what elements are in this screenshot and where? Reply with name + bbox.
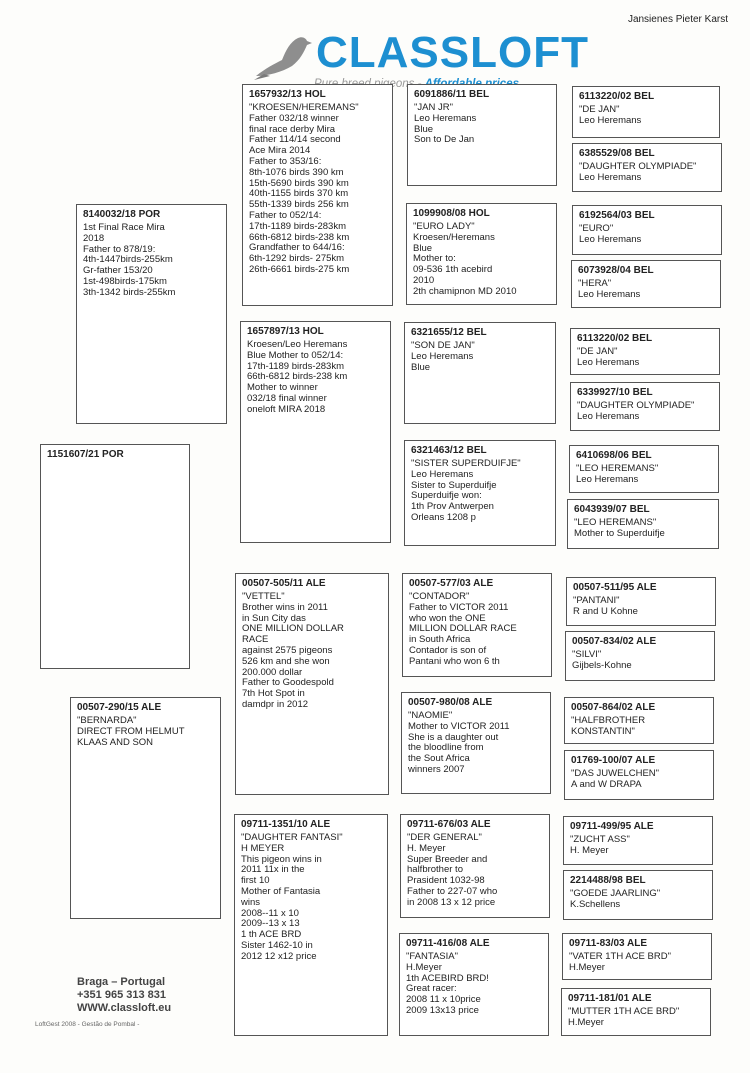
ancestor-card — [567, 499, 719, 549]
pigeon-icon — [252, 30, 314, 82]
ring-number: 6113220/02 BEL — [577, 333, 653, 344]
footer-phone: +351 965 313 831 — [77, 989, 167, 1001]
ring-number: 6321463/12 BEL — [411, 445, 487, 456]
great-grandparent-card — [402, 573, 552, 677]
pigeon-details: "CONTADOR" Father to VICTOR 2011 who won the ONE MILLION DOLLAR RACE in South Africa Contador is son of Pantani who won 6 th — [409, 591, 517, 667]
ring-number: 6073928/04 BEL — [578, 265, 654, 276]
pigeon-details: Kroesen/Leo Heremans Blue Mother to 052/14: 17th-1189 birds-283km 66th-6812 birds-238 km Mother to winner 032/18 final winner oneloft MIRA 2018 — [247, 339, 348, 415]
pigeon-details: "DE JAN" Leo Heremans — [577, 346, 640, 368]
ancestor-card — [572, 143, 722, 192]
pigeon-details: "DE JAN" Leo Heremans — [579, 104, 642, 126]
pigeon-details: "LEO HEREMANS" Leo Heremans — [576, 463, 659, 485]
ring-number: 09711-181/01 ALE — [568, 993, 652, 1004]
ancestor-card — [563, 870, 713, 920]
pigeon-details: "EURO LADY" Kroesen/Heremans Blue Mother to: 09-536 1th acebird 2010 2th chamipnon MD 2010 — [413, 221, 517, 297]
ancestor-card — [564, 697, 714, 744]
pigeon-details: "NAOMIE" Mother to VICTOR 2011 She is a daughter out the bloodline from the Sout Africa winners 2007 — [408, 710, 510, 775]
ancestor-card — [570, 382, 720, 431]
great-grandparent-card — [406, 203, 557, 305]
ring-number: 01769-100/07 ALE — [571, 755, 656, 766]
pigeon-details: "SON DE JAN" Leo Heremans Blue — [411, 340, 475, 373]
dam-card — [70, 697, 221, 919]
pigeon-details: "FANTASIA" H.Meyer 1th ACEBIRD BRD! Great racer: 2008 11 x 10price 2009 13x13 price — [406, 951, 489, 1016]
ring-number: 09711-416/08 ALE — [406, 938, 490, 949]
pigeon-details: "HALFBROTHER KONSTANTIN" — [571, 715, 646, 737]
pigeon-details: "ZUCHT ASS" H. Meyer — [570, 834, 630, 856]
ring-number: 00507-511/95 ALE — [573, 582, 657, 593]
ring-number: 1099908/08 HOL — [413, 208, 490, 219]
grandparent-card — [242, 84, 393, 306]
great-grandparent-card — [404, 322, 556, 424]
ancestor-card — [562, 933, 712, 980]
ancestor-card — [572, 86, 720, 138]
software-credit: LoftGest 2008 - Gestão de Pombal - — [35, 1021, 140, 1028]
ancestor-card — [570, 328, 720, 375]
ring-number: 8140032/18 POR — [83, 209, 161, 220]
logo-wordmark: CLASSLOFT — [316, 28, 589, 77]
footer-website[interactable]: WWW.classloft.eu — [77, 1002, 172, 1014]
ring-number: 6385529/08 BEL — [579, 148, 655, 159]
ring-number: 00507-577/03 ALE — [409, 578, 494, 589]
ring-number: 09711-499/95 ALE — [570, 821, 654, 832]
pigeon-details: "KROESEN/HEREMANS" Father 032/18 winner final race derby Mira Father 114/14 second Ace Mira 2014 Father to 353/16: 8th-1076 birds 390 km 15th-5690 birds 390 km 40th-1155 birds 370 km 55th-1339 birds 256 km Father to 052/14: 17th-1189 birds-283km 66th-6812 birds-238 km Grandfather to 644/16: 6th-1292 birds- 275km 26th-6661 birds-275 km — [249, 102, 359, 275]
sire-card — [76, 204, 227, 424]
ring-number: 00507-290/15 ALE — [77, 702, 162, 713]
ancestor-card — [561, 988, 711, 1036]
great-grandparent-card — [404, 440, 556, 546]
ring-number: 2214488/98 BEL — [570, 875, 646, 886]
pigeon-details: "LEO HEREMANS" Mother to Superduifje — [574, 517, 665, 539]
pigeon-details: "VATER 1TH ACE BRD" H.Meyer — [569, 951, 671, 973]
ancestor-card — [563, 816, 713, 865]
ring-number: 6091886/11 BEL — [414, 89, 490, 100]
pigeon-details: "VETTEL" Brother wins in 2011 in Sun City das ONE MILLION DOLLAR RACE against 2575 pigeons 526 km and she won 200.000 dollar Father to Goodespold 7th Hot Spot in damdpr in 2012 — [242, 591, 344, 710]
ring-number: 6043939/07 BEL — [574, 504, 650, 515]
pigeon-details: 1st Final Race Mira 2018 Father to 878/19: 4th-1447birds-255km Gr-father 153/20 1st-498birds-175km 3th-1342 birds-255km — [83, 222, 176, 298]
ring-number: 00507-505/11 ALE — [242, 578, 326, 589]
owner-name: Jansienes Pieter Karst — [627, 14, 728, 25]
pigeon-details: "DER GENERAL" H. Meyer Super Breeder and halfbrother to Prasident 1032-98 Father to 227-07 who in 2008 13 x 12 price — [407, 832, 498, 908]
pigeon-details: "BERNARDA" DIRECT FROM HELMUT KLAAS AND SON — [77, 715, 185, 748]
ring-number: 6192564/03 BEL — [579, 210, 655, 221]
ring-number: 1151607/21 POR — [47, 449, 124, 460]
subject-card — [40, 444, 190, 669]
pigeon-details: "DAS JUWELCHEN" A and W DRAPA — [571, 768, 660, 790]
grandparent-card — [240, 321, 391, 543]
pigeon-details: "SILVI" Gijbels-Kohne — [572, 649, 632, 671]
ancestor-card — [571, 260, 721, 308]
great-grandparent-card — [407, 84, 557, 186]
ring-number: 6410698/06 BEL — [576, 450, 652, 461]
ring-number: 6339927/10 BEL — [577, 387, 653, 398]
pigeon-details: "GOEDE JAARLING" K.Schellens — [570, 888, 661, 910]
pigeon-details: "HERA" Leo Heremans — [578, 278, 641, 300]
great-grandparent-card — [401, 692, 551, 794]
ring-number: 09711-1351/10 ALE — [241, 819, 331, 830]
pigeon-details: "DAUGHTER FANTASI" H MEYER This pigeon wins in 2011 11x in the first 10 Mother of Fantasia wins 2008--11 x 10 2009--13 x 13 1 th ACE BRD Sister 1462-10 in 2012 12 x12 price — [241, 832, 343, 962]
grandparent-card — [235, 573, 389, 795]
great-grandparent-card — [399, 933, 549, 1036]
ring-number: 00507-980/08 ALE — [408, 697, 493, 708]
ring-number: 1657932/13 HOL — [249, 89, 326, 100]
ring-number: 09711-676/03 ALE — [407, 819, 491, 830]
footer-location: Braga – Portugal — [77, 976, 166, 988]
pigeon-details: "SISTER SUPERDUIFJE" Leo Heremans Sister to Superduifje Superduifje won: 1th Prov Antwerpen Orleans 1208 p — [411, 458, 521, 523]
ancestor-card — [565, 631, 715, 681]
ring-number: 6321655/12 BEL — [411, 327, 487, 338]
ancestor-card — [569, 445, 719, 493]
pigeon-details: "PANTANI" R and U Kohne — [573, 595, 638, 617]
pigeon-details: "DAUGHTER OLYMPIADE" Leo Heremans — [577, 400, 695, 422]
ancestor-card — [572, 205, 722, 255]
pigeon-details: "JAN JR" Leo Heremans Blue Son to De Jan — [414, 102, 477, 146]
ancestor-card — [566, 577, 716, 626]
pigeon-details: "DAUGHTER OLYMPIADE" Leo Heremans — [579, 161, 697, 183]
pigeon-details: "EURO" Leo Heremans — [579, 223, 642, 245]
contact-footer — [77, 976, 171, 1015]
ring-number: 1657897/13 HOL — [247, 326, 324, 337]
pigeon-details: "MUTTER 1TH ACE BRD" H.Meyer — [568, 1006, 680, 1028]
ancestor-card — [564, 750, 714, 800]
great-grandparent-card — [400, 814, 550, 918]
ring-number: 00507-834/02 ALE — [572, 636, 657, 647]
ring-number: 6113220/02 BEL — [579, 91, 655, 102]
ring-number: 09711-83/03 ALE — [569, 938, 648, 949]
ring-number: 00507-864/02 ALE — [571, 702, 656, 713]
grandparent-card — [234, 814, 388, 1036]
tagline-left: pigeons — [374, 78, 415, 90]
